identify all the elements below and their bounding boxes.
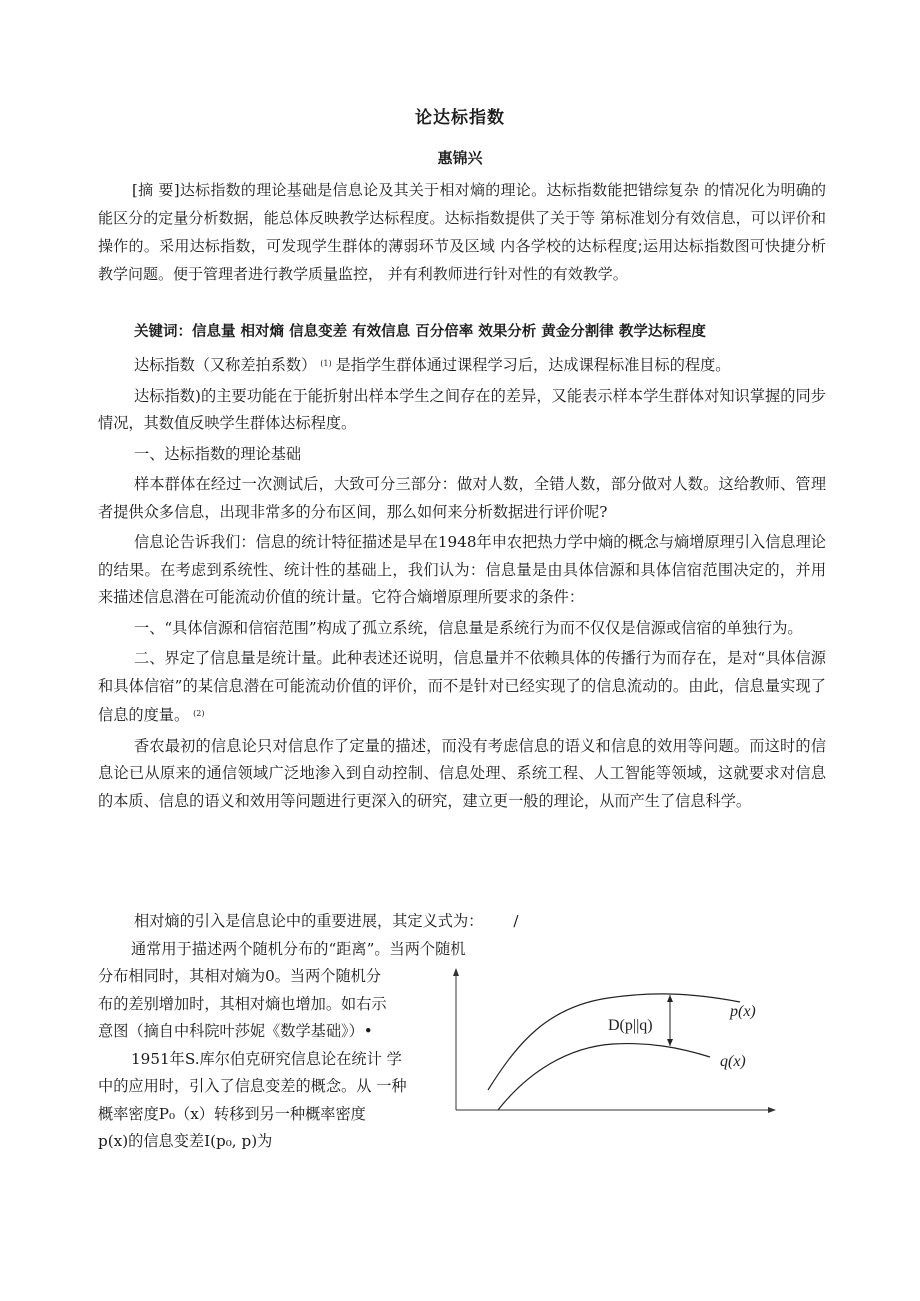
article-body	[98, 350, 826, 815]
text-line: 中的应用时，引入了信息变差的概念。从 一种	[98, 1077, 407, 1095]
citation-ref: (1)	[320, 359, 332, 368]
relative-entropy-figure	[448, 962, 778, 1122]
paragraph: 达标指数)的主要功能在于能折射出样本学生之间存在的差异，又能表示样本学生群体对知识掌握的同步情况，其数值反映学生群体达标程度。	[98, 386, 826, 432]
formula-placeholder: /	[513, 912, 519, 930]
paragraph-text: 达标指数（又称差拍系数）	[134, 356, 317, 374]
d-label: D(p||q)	[608, 1017, 653, 1034]
abstract	[98, 176, 826, 288]
text-line: 分布相同时，其相对熵为0。当两个随机分	[98, 967, 382, 985]
q-label: q(x)	[720, 1053, 746, 1070]
paragraph	[98, 645, 826, 730]
text-line: 意图（摘自中科院叶莎妮《数学基础》）•	[98, 1022, 373, 1040]
paragraph: 一、“具体信源和信宿范围”构成了孤立系统，信息量是系统行为而不仅仅是信源或信宿的单独行为。	[134, 618, 803, 637]
text-line: 通常用于描述两个随机分布的“距离”。当两个随机	[131, 939, 466, 958]
x-axis-arrow	[768, 1107, 776, 1113]
author: 惠锦兴	[437, 149, 483, 167]
p-curve	[488, 994, 740, 1090]
text-line	[98, 908, 858, 936]
distance-arrow-bottom	[667, 1039, 673, 1046]
paragraph-text: 二、界定了信息量是统计量。此种表述还说明，信息量并不依赖具体的传播行为而存在，是对“具体信源和具体信宿”的某信息潜在可能流动价值的评价，而不是针对已经实现了的信息流动的。由此，信息量实现了信息的度量。	[98, 649, 826, 724]
text-line: 布的差别增加时，其相对熵也增加。如右示	[98, 994, 387, 1013]
paragraph: 香农最初的信息论只对信息作了定量的描述，而没有考虑信息的语义和信息的效用等问题。而这时的信息论已从原来的通信领域广泛地渗入到自动控制、信息处理、系统工程、人工智能等领域，这就要求对信息的本质、信息的语义和效用等问题进行更深入的研究，建立更一般的理论，从而产生了信息科学。	[98, 736, 826, 810]
y-axis-arrow	[453, 968, 459, 976]
distance-arrow-top	[667, 995, 673, 1002]
p-label: p(x)	[730, 1003, 756, 1020]
keywords: 关键词：信息量 相对熵 信息变差 有效信息 百分倍率 效果分析 黄金分割律 教学达标程度	[134, 324, 706, 340]
paragraph: 信息论告诉我们：信息的统计特征描述是早在1948年申农把热力学中熵的概念与熵增原理引入信息理论的结果。在考虑到系统性、统计性的基础上，我们认为：信息量是由具体信源和具体信宿范围决定的，并用来描述信息潜在可能流动价值的统计量。它符合熵增原理所要求的条件：	[98, 533, 826, 606]
abstract-label: [摘 要]	[132, 181, 180, 199]
text-line: p(x)的信息变差I(p₀, p)为	[98, 1132, 273, 1150]
abstract-text: 达标指数的理论基础是信息论及其关于相对熵的理论。达标指数能把错综复杂 的情况化为明确的能区分的定量分析数据，能总体反映教学达标程度。达标指数提供了关于等 第标准划分有效信息，可以评价和操作的。采用达标指数，可发现学生群体的薄弱环节及区域 内各学校的达标程度;运用达标指数图可快捷分析教学问题。便于管理者进行教学质量监控， 并有利教师进行针对性的有效教学。	[98, 181, 826, 283]
q-curve	[498, 1044, 710, 1110]
section-heading: 一、达标指数的理论基础	[134, 444, 302, 463]
text-line: 1951年S.库尔伯克研究信息论在统计 学	[131, 1049, 402, 1068]
paragraph: 样本群体在经过一次测试后，大致可分三部分：做对人数，全错人数，部分做对人数。这给教师、管理者提供众多信息，出现非常多的分布区间，那么如何来分析数据进行评价呢?	[98, 475, 826, 521]
paragraph-text: 是指学生群体通过课程学习后，达成课程标准目标的程度。	[335, 356, 731, 374]
page-title: 论达标指数	[415, 108, 505, 128]
text-line-content: 相对熵的引入是信息论中的重要进展，其定义式为：	[134, 912, 484, 930]
text-line: 概率密度P₀（x）转移到另一种概率密度	[98, 1104, 366, 1123]
citation-ref: (2)	[193, 709, 205, 718]
paragraph	[98, 350, 826, 380]
